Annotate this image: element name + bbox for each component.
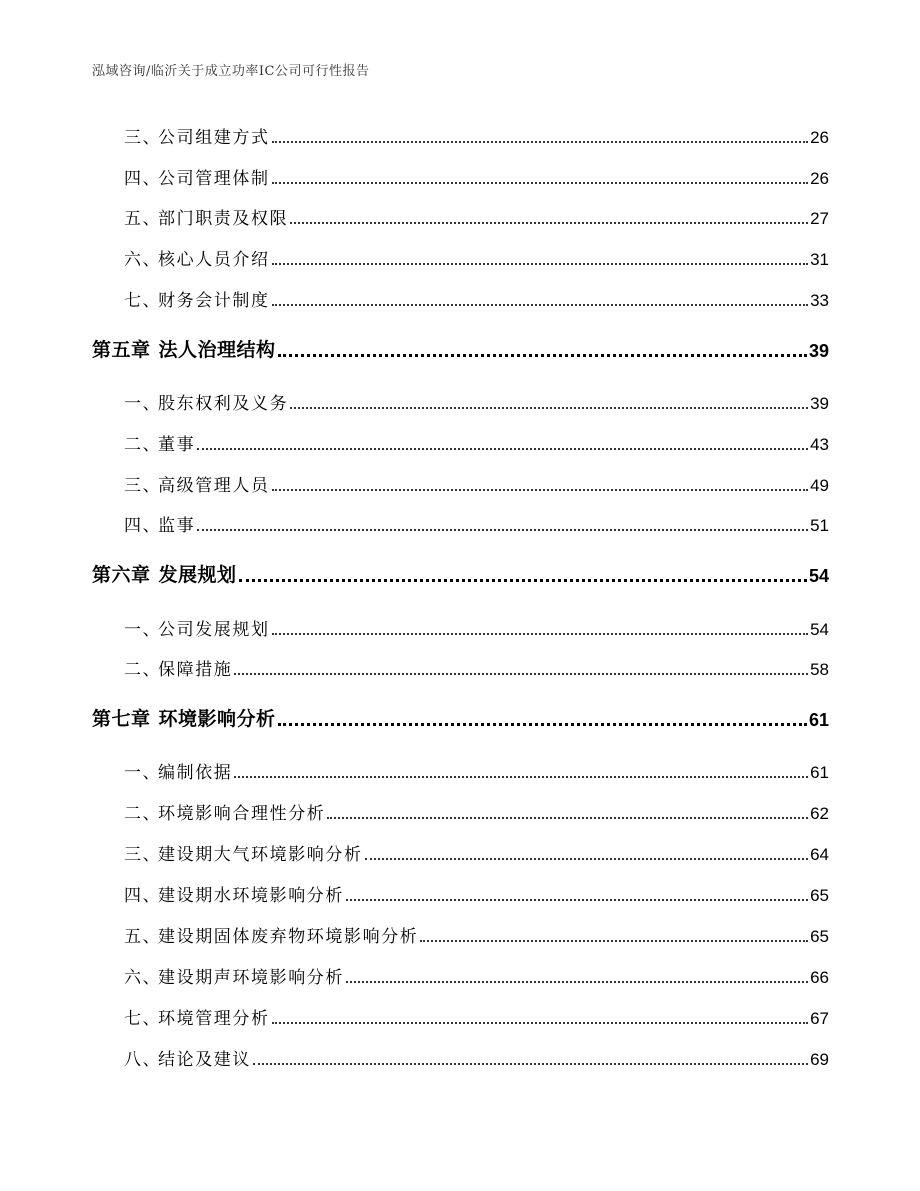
- toc-dot-leader: [197, 529, 808, 531]
- toc-entry-title: 公司管理体制: [158, 169, 270, 189]
- toc-entry-page: 26: [810, 169, 829, 188]
- toc-entry-page: 49: [810, 476, 829, 495]
- toc-entry-number: 三、: [124, 476, 162, 496]
- toc-entry-number: 五、: [124, 927, 162, 947]
- toc-entry-number: 一、: [124, 763, 162, 783]
- toc-entry-page: 27: [810, 209, 829, 228]
- toc-dot-leader: [365, 858, 808, 860]
- toc-entry-title: 部门职责及权限: [158, 209, 289, 229]
- toc-entry[interactable]: [92, 470, 829, 496]
- toc-entry-page: 65: [810, 927, 829, 946]
- toc-chapter-page: 39: [808, 341, 829, 361]
- toc-entry-title: 财务会计制度: [158, 291, 270, 311]
- toc-dot-leader: [239, 579, 807, 582]
- toc-entry-page: 33: [810, 291, 829, 310]
- toc-dot-leader: [197, 448, 808, 450]
- toc-entry-number: 六、: [124, 250, 162, 270]
- toc-entry[interactable]: [92, 244, 829, 270]
- toc-dot-leader: [278, 723, 807, 726]
- toc-entry[interactable]: [92, 122, 829, 148]
- toc-entry-number: 四、: [124, 886, 162, 906]
- toc-entry-number: 一、: [124, 394, 162, 414]
- toc-entry-number: 七、: [124, 291, 162, 311]
- toc-dot-leader: [272, 263, 808, 265]
- toc-entry-title: 建设期水环境影响分析: [158, 886, 344, 906]
- toc-entry-page: 65: [810, 886, 829, 905]
- toc-entry-title: 公司发展规划: [158, 620, 270, 640]
- toc-chapter-title: 法人治理结构: [158, 339, 276, 361]
- toc-entry-page: 31: [810, 250, 829, 269]
- toc-dot-leader: [272, 1022, 808, 1024]
- toc-dot-leader: [346, 981, 808, 983]
- toc-entry-title: 核心人员介绍: [158, 250, 270, 270]
- toc-entry-number: 二、: [124, 660, 162, 680]
- toc-entry-title: 建设期固体废弃物环境影响分析: [158, 927, 419, 947]
- toc-entry[interactable]: [92, 614, 829, 640]
- toc-entry-number: 四、: [124, 516, 162, 536]
- toc-entry-number: 五、: [124, 209, 162, 229]
- toc-entry[interactable]: [92, 429, 829, 455]
- toc-entry-page: 64: [810, 845, 829, 864]
- toc-entry-title: 结论及建议: [158, 1050, 251, 1070]
- toc-entry-page: 54: [810, 620, 829, 639]
- toc-entry[interactable]: [92, 921, 829, 947]
- toc-entry-page: 67: [810, 1009, 829, 1028]
- toc-entry-number: 四、: [124, 169, 162, 189]
- toc-dot-leader: [272, 489, 808, 491]
- toc-entry-page: 61: [810, 763, 829, 782]
- toc-entry-title: 公司组建方式: [158, 128, 270, 148]
- toc-entry-title: 编制依据: [158, 763, 233, 783]
- toc-dot-leader: [278, 354, 807, 357]
- toc-entry[interactable]: [92, 962, 829, 988]
- toc-chapter-title: 发展规划: [158, 564, 237, 586]
- toc-entry-number: 六、: [124, 968, 162, 988]
- toc-entry-title: 建设期大气环境影响分析: [158, 845, 363, 865]
- toc-entry-title: 高级管理人员: [158, 476, 270, 496]
- toc-dot-leader: [272, 304, 808, 306]
- toc-entry-number: 七、: [124, 1009, 162, 1029]
- toc-entry[interactable]: [92, 798, 829, 824]
- toc-entry-number: 三、: [124, 845, 162, 865]
- toc-entry-title: 股东权利及义务: [158, 394, 289, 414]
- toc-entry-title: 保障措施: [158, 660, 233, 680]
- toc-entry[interactable]: [92, 203, 829, 229]
- toc-dot-leader: [272, 182, 808, 184]
- toc-entry[interactable]: [92, 285, 829, 311]
- toc-chapter-number: 第七章: [92, 708, 151, 730]
- toc-entry[interactable]: [92, 1003, 829, 1029]
- toc-entry-title: 董事: [158, 435, 196, 455]
- toc-dot-leader: [420, 940, 808, 942]
- toc-dot-leader: [327, 817, 808, 819]
- toc-entry[interactable]: [92, 839, 829, 865]
- toc-entry[interactable]: [92, 510, 829, 536]
- toc-entry[interactable]: [92, 757, 829, 783]
- toc-entry-page: 51: [810, 516, 829, 535]
- page-header: 泓域咨询/临沂关于成立功率IC公司可行性报告: [92, 64, 370, 79]
- toc-entry-number: 二、: [124, 435, 162, 455]
- toc-dot-leader: [290, 407, 808, 409]
- toc-chapter-page: 61: [808, 710, 829, 730]
- toc-dot-leader: [346, 899, 808, 901]
- toc-entry-page: 58: [810, 660, 829, 679]
- toc-entry-number: 八、: [124, 1050, 162, 1070]
- toc-chapter-title: 环境影响分析: [158, 708, 276, 730]
- toc-entry-number: 三、: [124, 128, 162, 148]
- toc-entry-page: 26: [810, 128, 829, 147]
- toc-entry[interactable]: [92, 163, 829, 189]
- toc-entry[interactable]: [92, 388, 829, 414]
- toc-entry-page: 69: [810, 1050, 829, 1069]
- toc-entry-number: 一、: [124, 620, 162, 640]
- toc-entry[interactable]: [92, 654, 829, 680]
- toc-dot-leader: [234, 776, 808, 778]
- toc-dot-leader: [253, 1063, 808, 1065]
- toc-entry[interactable]: [92, 1044, 829, 1070]
- toc-dot-leader: [290, 222, 808, 224]
- toc-chapter[interactable]: [92, 705, 829, 731]
- toc-chapter[interactable]: [92, 561, 829, 587]
- toc-chapter-number: 第五章: [92, 339, 151, 361]
- toc-entry-page: 39: [810, 394, 829, 413]
- toc-entry-page: 62: [810, 804, 829, 823]
- toc-chapter-page: 54: [808, 566, 829, 586]
- toc-entry-page: 43: [810, 435, 829, 454]
- toc-dot-leader: [234, 673, 808, 675]
- toc-chapter-number: 第六章: [92, 564, 151, 586]
- toc-dot-leader: [272, 633, 808, 635]
- toc-entry[interactable]: [92, 880, 829, 906]
- toc-entry-title: 环境管理分析: [158, 1009, 270, 1029]
- toc-entry-number: 二、: [124, 804, 162, 824]
- toc-dot-leader: [272, 141, 808, 143]
- toc-entry-title: 环境影响合理性分析: [158, 804, 326, 824]
- toc-entry-title: 监事: [158, 516, 196, 536]
- toc-entry-title: 建设期声环境影响分析: [158, 968, 344, 988]
- toc-chapter[interactable]: [92, 336, 829, 362]
- toc-entry-page: 66: [810, 968, 829, 987]
